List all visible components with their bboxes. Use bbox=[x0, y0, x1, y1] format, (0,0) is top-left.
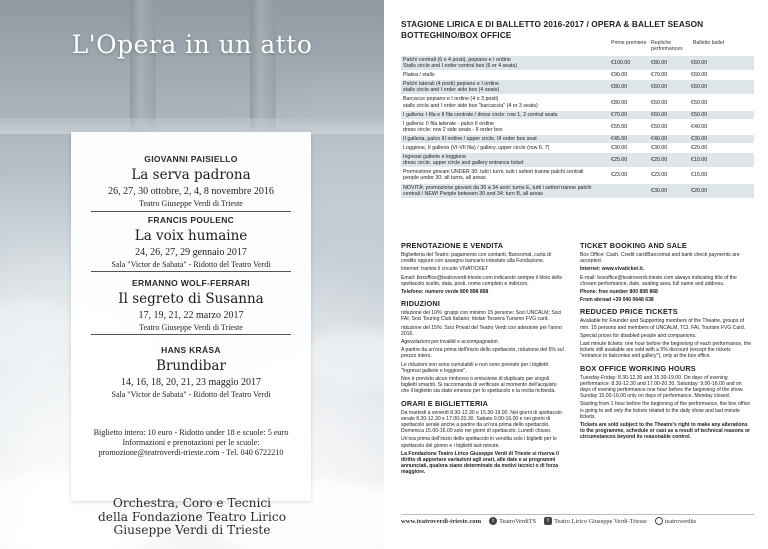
facebook-icon: f bbox=[544, 517, 552, 525]
instagram-link[interactable] bbox=[655, 517, 696, 525]
seat-category: Palchi laterali (4 posti) pepiano e I ordine stalls circle and I order side box (4 seats) bbox=[403, 81, 500, 94]
table-row bbox=[401, 95, 754, 110]
seat-category: NOVITÀ: promozione giovani da 30 a 34 anni: turno E, tutti i settori tranne palchi centrali / NEW! People between 30 and 34: turn B, all areas bbox=[403, 184, 592, 197]
table-row bbox=[401, 120, 754, 135]
price-balletto: €40.00 bbox=[691, 123, 708, 130]
section-heading: REDUCED PRICE TICKETS bbox=[580, 307, 678, 317]
show-entry bbox=[71, 345, 311, 399]
seat-category: I galleria: I fila e II fila centrale / dress circle: row 1, 2 central seats bbox=[403, 111, 558, 118]
price-prime: €70.00 bbox=[611, 111, 628, 118]
price-balletto: €60.00 bbox=[691, 84, 708, 91]
season-title bbox=[401, 19, 761, 41]
composer-name: GIOVANNI PAISIELLO bbox=[144, 154, 238, 164]
price-prime: €90.00 bbox=[611, 72, 628, 79]
opera-title: La voix humaine bbox=[134, 228, 248, 244]
price-balletto: €20.00 bbox=[691, 145, 708, 152]
info-paragraph: Tuesday-Friday: 8.30-12.30 and 15.30-19.00. On days of evening performance: 8.30-12.30 and 17.00-20.30. Saturday: 9.00-16.00 and on days of evening performance one hour before the beginning of the show. Sunday 15.00-16.00 only on days of performance. Monday closed. bbox=[580, 374, 744, 400]
ticket-prices-note bbox=[71, 428, 311, 459]
divider bbox=[91, 271, 291, 272]
section-heading: RIDUZIONI bbox=[401, 299, 441, 309]
section-heading: BOX OFFICE WORKING HOURS bbox=[580, 363, 696, 373]
instagram-handle: teatroverdits bbox=[664, 517, 697, 525]
divider bbox=[91, 211, 291, 212]
facebook-handle: Teatro Lirico Giuseppe Verdi-Trieste bbox=[554, 517, 647, 525]
opera-title: Il segreto di Susanna bbox=[118, 291, 264, 307]
table-row bbox=[401, 168, 754, 183]
credit-line: Giuseppe Verdi di Trieste bbox=[113, 523, 271, 537]
info-paragraph: Special prices for disabled people and companions. bbox=[580, 332, 697, 339]
season-heading: STAGIONE LIRICA E DI BALLETTO 2016-2017 / OPERA & BALLET SEASON bbox=[401, 19, 704, 29]
header-prime: Prime premiere bbox=[611, 40, 647, 46]
background-pillar bbox=[250, 0, 276, 130]
header-balletto: Balletto ballet bbox=[693, 40, 725, 46]
info-paragraph: Tickets are sold subject to the Theatre's right to make any alterations to the programme, schedule or cast as a result of technical reasons or circumstances beyond its reasonable control. bbox=[580, 422, 751, 441]
section-heading: TICKET BOOKING AND SALE bbox=[580, 241, 687, 250]
info-paragraph: Biglietteria del Teatro: pagamento con contanti, Bancomat, carta di credito oppure con assegno bancario intestato alla Fondazione. bbox=[401, 252, 551, 265]
info-line: Informazioni e prenotazioni per le scuole: bbox=[122, 438, 260, 448]
table-row bbox=[401, 80, 754, 95]
table-row bbox=[401, 153, 754, 168]
credit-line: della Fondazione Teatro Lirico bbox=[97, 509, 287, 524]
program-card bbox=[71, 132, 311, 501]
website-link[interactable]: www.teatroverdi-trieste.com bbox=[401, 517, 482, 525]
price-prime: €45.00 bbox=[611, 135, 628, 142]
venue: Teatro Giuseppe Verdi di Trieste bbox=[139, 199, 243, 208]
info-paragraph: Starting from 1 hour before the beginning of the performance, the box office is going to sell only the tickets related to the daily show and last minute tickets. bbox=[580, 401, 751, 420]
price-prime bbox=[609, 184, 649, 198]
info-paragraph: Internet: www.vivaticket.it. bbox=[580, 266, 645, 273]
price-repliche: €40.00 bbox=[651, 135, 668, 142]
seat-category: Platea / stalls bbox=[403, 72, 435, 79]
contact-line: promozione@teatroverdi-trieste.com - Tel. 040 6722210 bbox=[98, 448, 284, 458]
info-paragraph: Last minute tickets: one hour before the beginning of each performance, the tickets still available are sold with a 5% discount (except the tickets "entrance to balconies and gallery"), only at the box office. bbox=[580, 341, 752, 360]
price-balletto: €50.00 bbox=[691, 99, 708, 106]
info-paragraph: Email: boxoffice@teatroverdi-trieste.com indicando sempre il titolo dello spettacolo scelto, data, posti, nome completo e indirizzo. bbox=[401, 274, 563, 287]
seat-category: Barcacce pepiano e I ordine (4 o 3 posti) stalls circle and I order side box "barcaccia" (4 or 3 seats) bbox=[403, 96, 538, 109]
price-repliche: €50.00 bbox=[651, 123, 668, 130]
background-pillar bbox=[130, 0, 156, 130]
table-row bbox=[401, 56, 754, 71]
main-title: L'Opera in un atto bbox=[71, 30, 313, 59]
twitter-icon: t bbox=[489, 517, 497, 525]
facebook-link[interactable] bbox=[544, 517, 647, 525]
info-paragraph: Internet: tramite il circuito VIVATICKET bbox=[401, 266, 489, 273]
price-balletto: €10.00 bbox=[691, 157, 708, 164]
price-balletto: €20.00 bbox=[691, 187, 708, 194]
price-repliche: €70.00 bbox=[651, 72, 668, 79]
performance-dates: 14, 16, 18, 20, 21, 23 maggio 2017 bbox=[121, 377, 261, 388]
info-paragraph: Box Office: Cash, Credit card/Bancomat and bank check payments are accepted. bbox=[580, 252, 740, 265]
venue: Teatro Giuseppe Verdi di Trieste bbox=[139, 323, 243, 332]
info-paragraph: Available for Founder and Supporting members of the Theatre, groups of min. 15 persons and members of UNCALM, TCI, FAI, Tourism FVG Card. bbox=[580, 318, 746, 331]
info-paragraph: Le riduzioni non sono cumulabili e non sono previste per i biglietti "Ingressi gallerie e loggione". bbox=[401, 361, 548, 374]
table-body bbox=[401, 56, 754, 199]
seat-category: Palchi centrali (6 o 4 posti), pepiano e I ordine Stalls circle and I order central box (6 or 4 seats) bbox=[403, 57, 517, 70]
seat-category: I galleria: II fila laterale - palco II ordine dress circle: row 2 side seats - II order box bbox=[403, 120, 503, 133]
performance-dates: 17, 19, 21, 22 marzo 2017 bbox=[138, 310, 244, 321]
venue: Sala "Victor de Sabata" - Ridotto del Teatro Verdi bbox=[111, 390, 271, 399]
opera-title: La serva padrona bbox=[131, 167, 251, 183]
table-row bbox=[401, 135, 754, 144]
price-repliche: €80.00 bbox=[651, 60, 668, 67]
price-repliche: €30.00 bbox=[651, 145, 668, 152]
info-paragraph: riduzione del 10%: gruppi con minimo 15 persone; Soci UNCALM; Soci FAI; Soci Touring Club Italiano; titolari Tessera Turismo FVG card. bbox=[401, 310, 562, 323]
price-repliche: €60.00 bbox=[651, 99, 668, 106]
table-row bbox=[401, 111, 754, 120]
price-balletto: €15.00 bbox=[691, 172, 708, 179]
composer-name: HANS KRÁSA bbox=[161, 345, 221, 355]
price-balletto: €50.00 bbox=[691, 111, 708, 118]
english-info-column bbox=[580, 241, 752, 443]
price-repliche: €60.00 bbox=[651, 111, 668, 118]
info-paragraph: Phone: free number 800 898 868 bbox=[580, 289, 658, 296]
price-prime: €80.00 bbox=[611, 99, 628, 106]
price-repliche: €60.00 bbox=[651, 84, 668, 91]
price-repliche: €20.00 bbox=[651, 157, 668, 164]
section-heading: ORARI E BIGLIETTERIA bbox=[401, 398, 489, 408]
table-row bbox=[401, 71, 754, 80]
instagram-icon bbox=[655, 517, 663, 525]
section-heading: PRENOTAZIONE E VENDITA bbox=[401, 241, 504, 250]
price-balletto: €60.00 bbox=[691, 72, 708, 79]
price-prime: €100.00 bbox=[611, 60, 631, 67]
composer-name: FRANCIS POULENC bbox=[147, 215, 235, 225]
box-office-panel bbox=[384, 0, 768, 549]
seat-category: Ingressi gallerie e loggione dress circle, upper circle and gallery entrance ticket bbox=[403, 154, 524, 167]
orchestra-credit bbox=[0, 497, 384, 538]
info-paragraph: Agevolazioni per invalidi e accompagnatori. bbox=[401, 339, 499, 346]
price-line: Biglietto intero: 10 euro - Ridotto under 18 e scuole: 5 euro bbox=[93, 428, 289, 437]
background-cloud bbox=[0, 300, 80, 370]
price-prime: €23.00 bbox=[611, 172, 628, 179]
info-paragraph: A partire da un'ora prima dell'inizio dello spettacolo, riduzione del 5% sul prezzo intero. bbox=[401, 347, 564, 360]
price-prime: €55.00 bbox=[611, 123, 628, 130]
price-repliche: €30.00 bbox=[651, 187, 668, 194]
show-entry bbox=[71, 154, 311, 208]
footer-links bbox=[401, 517, 754, 525]
show-entry bbox=[71, 278, 311, 332]
price-prime: €30.00 bbox=[611, 145, 628, 152]
opera-title: Brundibar bbox=[156, 358, 226, 374]
info-paragraph: La Fondazione Teatro Lirico Giuseppe Verdi di Trieste si riserva il diritto di apportare variazioni agli orari, alle date e ai programmi annunciati, qualora siano determinate da motivi tecnici o di forza maggiore. bbox=[401, 450, 559, 476]
price-table bbox=[401, 40, 754, 199]
info-paragraph: E-mail: boxoffice@teatroverdi-trieste.com always indicating title of the chosen performance, date, seating area, full name and address. bbox=[580, 274, 737, 287]
table-header bbox=[401, 40, 754, 56]
info-paragraph: riduzione del 15%: Soci Privati del Teatro Verdi con adesione per l'anno 2016. bbox=[401, 324, 562, 337]
divider bbox=[91, 334, 291, 335]
info-paragraph: Da martedì a venerdì 8.30-12.30 e 15.30-19.00. Nei giorni di spettacolo serale 8.30-12.30 e 17.00-20.30. Sabato 9.00-16.00 e nei giorni di spettacolo serale anche a partire da un'ora prima dello spettacolo. Domenica 15.00-16.00 solo nei giorni di spettacolo. Lunedì chiuso. bbox=[401, 409, 562, 435]
twitter-link[interactable] bbox=[489, 517, 536, 525]
show-entry bbox=[71, 215, 311, 269]
price-balletto: €60.00 bbox=[691, 60, 708, 67]
italian-info-column bbox=[401, 241, 566, 478]
venue: Sala "Victor de Sabata" - Ridotto del Teatro Verdi bbox=[111, 260, 271, 269]
seat-category: Loggione, II galleria (VI-VII fila) / gallery, upper circle (row 6, 7) bbox=[403, 145, 550, 152]
credit-line: Orchestra, Coro e Tecnici bbox=[112, 496, 272, 510]
table-row bbox=[401, 184, 754, 199]
table-row bbox=[401, 144, 754, 153]
info-paragraph: Non è previsto alcun rimborso o emissione di duplicato per singoli biglietti smarriti. Si raccomanda di verificare al momento dell'acquisto che il biglietto sia stato emesso per lo spettacolo e la recita richiesta. bbox=[401, 376, 557, 395]
price-balletto: €30.00 bbox=[691, 135, 708, 142]
price-prime: €80.00 bbox=[611, 84, 628, 91]
seat-category: II galleria, palco III ordine / upper circle, III order box seat bbox=[403, 135, 537, 142]
box-office-heading: BOTTEGHINO/BOX OFFICE bbox=[401, 30, 512, 40]
seat-category: Promozione giovani UNDER 30: tutti i turni, tutti i settori tranne palchi centrali people under 30: all turns, all areas bbox=[403, 169, 584, 182]
price-prime: €25.00 bbox=[611, 157, 628, 164]
header-repliche: Repliche performances bbox=[651, 40, 683, 53]
info-paragraph: Un'ora prima dell'inizio dello spettacolo in vendita solo i biglietti per lo spettacolo del giorno e i biglietti last-minute. bbox=[401, 436, 557, 449]
info-paragraph: Telefono: numero verde 800 898 868 bbox=[401, 289, 489, 296]
info-paragraph: From abroad +39 040 0648 638 bbox=[580, 297, 654, 304]
price-repliche: €23.00 bbox=[651, 172, 668, 179]
composer-name: ERMANNO WOLF-FERRARI bbox=[132, 278, 250, 288]
twitter-handle: TeatroVerdiTS bbox=[499, 517, 537, 525]
performance-dates: 24, 26, 27, 29 gennaio 2017 bbox=[135, 247, 247, 258]
performance-dates: 26, 27, 30 ottobre, 2, 4, 8 novembre 2016 bbox=[108, 186, 274, 197]
background-cloud bbox=[300, 330, 384, 390]
footer-divider bbox=[401, 514, 754, 515]
